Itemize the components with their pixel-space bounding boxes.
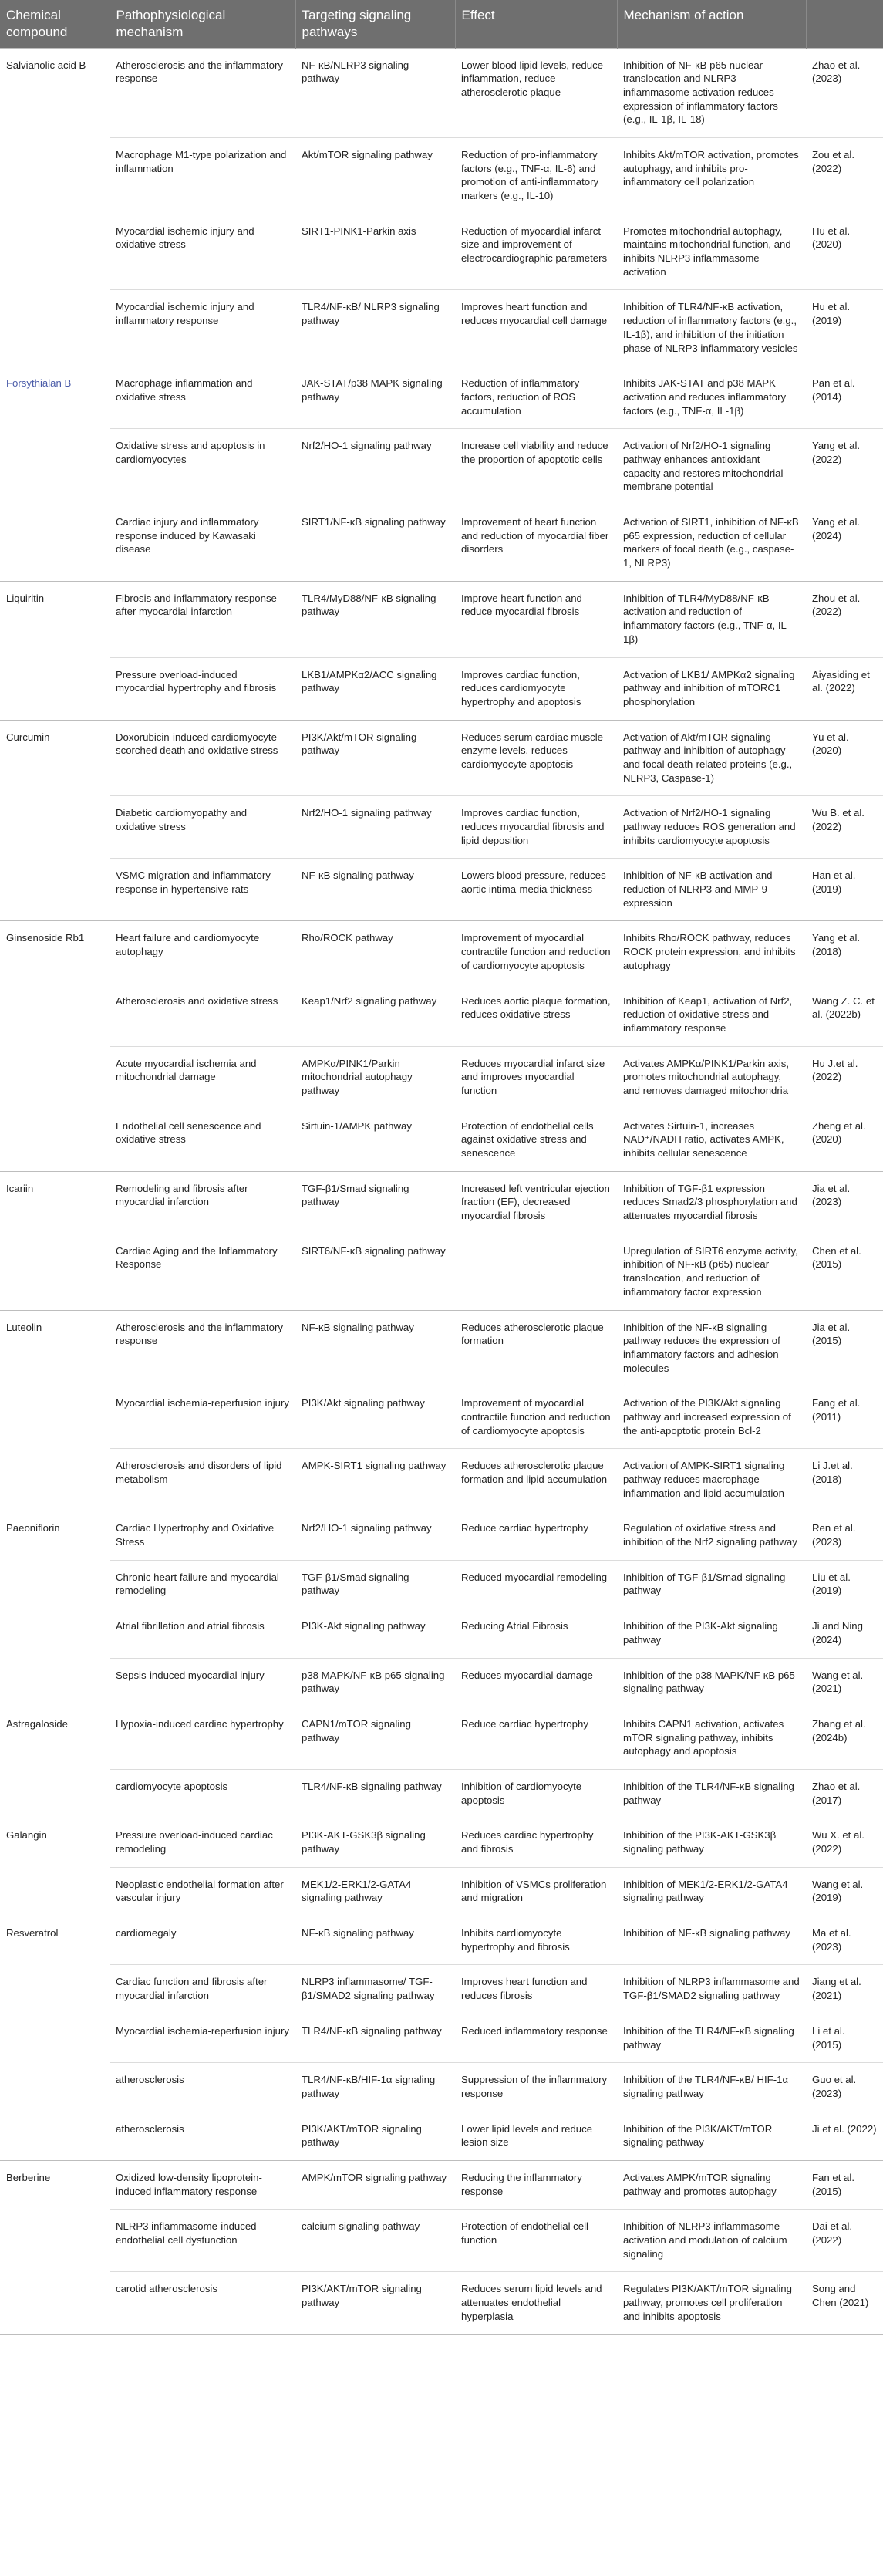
cell-mechanism-of-action: Activation of Nrf2/HO-1 signaling pathway enhances antioxidant capacity and restores mitochondrial membrane potential (617, 429, 806, 505)
cell-signaling-pathway: p38 MAPK/NF-κB p65 signaling pathway (295, 1658, 455, 1707)
cell-mechanism-of-action: Inhibition of Keap1, activation of Nrf2, reduction of oxidative stress and inflammatory response (617, 984, 806, 1046)
cell-signaling-pathway: TLR4/NF-κB signaling pathway (295, 2014, 455, 2062)
header-mechanism-of-action: Mechanism of action (617, 0, 806, 48)
compound-name[interactable]: Forsythialan B (0, 366, 110, 582)
cell-signaling-pathway: JAK-STAT/p38 MAPK signaling pathway (295, 366, 455, 429)
cell-reference: Wu X. et al. (2022) (806, 1818, 883, 1867)
cell-reference: Wang et al. (2019) (806, 1867, 883, 1916)
cell-mechanism-of-action: Inhibition of TLR4/NF-κB activation, reduction of inflammatory factors (e.g., IL-1β), and inhibition of the initiation phase of NLRP3 inflammatory vesicles (617, 290, 806, 366)
cell-signaling-pathway: Rho/ROCK pathway (295, 921, 455, 984)
cell-effect: Reduction of inflammatory factors, reduction of ROS accumulation (455, 366, 617, 429)
cell-reference: Jia et al. (2023) (806, 1171, 883, 1234)
cell-pathophysiological-mechanism: VSMC migration and inflammatory response in hypertensive rats (110, 859, 295, 921)
cell-mechanism-of-action: Inhibition of TGF-β1 expression reduces Smad2/3 phosphorylation and attenuates myocardial fibrosis (617, 1171, 806, 1234)
table-row (0, 2063, 883, 2112)
cell-mechanism-of-action: Inhibition of MEK1/2-ERK1/2-GATA4 signaling pathway (617, 1867, 806, 1916)
compound-name: Icariin (0, 1171, 110, 1310)
cell-signaling-pathway: PI3K/Akt signaling pathway (295, 1386, 455, 1449)
cell-pathophysiological-mechanism: Sepsis-induced myocardial injury (110, 1658, 295, 1707)
cell-reference: Jiang et al. (2021) (806, 1965, 883, 2014)
cell-pathophysiological-mechanism: cardiomyocyte apoptosis (110, 1769, 295, 1818)
cell-mechanism-of-action: Inhibition of the PI3K-AKT-GSK3β signaling pathway (617, 1818, 806, 1867)
cell-pathophysiological-mechanism: Chronic heart failure and myocardial remodeling (110, 1560, 295, 1609)
table-row (0, 2272, 883, 2335)
cell-pathophysiological-mechanism: Atherosclerosis and disorders of lipid metabolism (110, 1449, 295, 1511)
table-row (0, 366, 883, 429)
cell-mechanism-of-action: Inhibition of NLRP3 inflammasome activation and modulation of calcium signaling (617, 2210, 806, 2272)
cell-pathophysiological-mechanism: Fibrosis and inflammatory response after myocardial infarction (110, 581, 295, 657)
cell-pathophysiological-mechanism: cardiomegaly (110, 1916, 295, 1965)
cell-mechanism-of-action: Inhibition of the p38 MAPK/NF-κB p65 signaling pathway (617, 1658, 806, 1707)
cell-signaling-pathway: TLR4/NF-κB signaling pathway (295, 1769, 455, 1818)
cell-reference: Yang et al. (2022) (806, 429, 883, 505)
cell-reference: Chen et al. (2015) (806, 1234, 883, 1310)
cell-mechanism-of-action: Inhibition of TLR4/MyD88/NF-κB activation and reduction of inflammatory factors (e.g., TNF-α, IL-1β) (617, 581, 806, 657)
cell-pathophysiological-mechanism: atherosclerosis (110, 2063, 295, 2112)
cell-pathophysiological-mechanism: atherosclerosis (110, 2112, 295, 2160)
cell-pathophysiological-mechanism: Doxorubicin-induced cardiomyocyte scorched death and oxidative stress (110, 720, 295, 796)
cell-mechanism-of-action: Inhibition of the PI3K-Akt signaling pathway (617, 1609, 806, 1658)
cell-mechanism-of-action: Activation of Akt/mTOR signaling pathway and inhibition of autophagy and focal death-related proteins (e.g., NLRP3, Caspase-1) (617, 720, 806, 796)
cell-pathophysiological-mechanism: Neoplastic endothelial formation after vascular injury (110, 1867, 295, 1916)
cell-signaling-pathway: Akt/mTOR signaling pathway (295, 137, 455, 214)
table-row (0, 137, 883, 214)
cell-effect: Reduction of pro-inflammatory factors (e.g., TNF-α, IL-6) and promotion of anti-inflammatory markers (e.g., IL-10) (455, 137, 617, 214)
table-row (0, 720, 883, 796)
cell-mechanism-of-action: Inhibition of the NF-κB signaling pathway reduces the expression of inflammatory factors and adhesion molecules (617, 1310, 806, 1386)
table-row (0, 2112, 883, 2160)
cell-pathophysiological-mechanism: Diabetic cardiomyopathy and oxidative stress (110, 796, 295, 859)
table-row (0, 2210, 883, 2272)
cell-reference: Li J.et al. (2018) (806, 1449, 883, 1511)
header-chemical-compound: Chemical compound (0, 0, 110, 48)
cell-signaling-pathway: Nrf2/HO-1 signaling pathway (295, 796, 455, 859)
cell-mechanism-of-action: Activation of the PI3K/Akt signaling pathway and increased expression of the anti-apoptotic protein Bcl-2 (617, 1386, 806, 1449)
cell-signaling-pathway: TGF-β1/Smad signaling pathway (295, 1171, 455, 1234)
cell-pathophysiological-mechanism: Pressure overload-induced cardiac remodeling (110, 1818, 295, 1867)
cell-pathophysiological-mechanism: Endothelial cell senescence and oxidative stress (110, 1109, 295, 1171)
table-row (0, 921, 883, 984)
cell-signaling-pathway: MEK1/2-ERK1/2-GATA4 signaling pathway (295, 1867, 455, 1916)
cell-mechanism-of-action: Promotes mitochondrial autophagy, maintains mitochondrial function, and inhibits NLRP3 inflammasome activation (617, 214, 806, 290)
cell-pathophysiological-mechanism: Heart failure and cardiomyocyte autophagy (110, 921, 295, 984)
cell-signaling-pathway: Nrf2/HO-1 signaling pathway (295, 429, 455, 505)
table-row (0, 1310, 883, 1386)
table-row (0, 290, 883, 366)
table-row (0, 429, 883, 505)
cell-signaling-pathway: NLRP3 inflammasome/ TGF-β1/SMAD2 signaling pathway (295, 1965, 455, 2014)
table-row (0, 1609, 883, 1658)
cell-pathophysiological-mechanism: Remodeling and fibrosis after myocardial infarction (110, 1171, 295, 1234)
cell-signaling-pathway: LKB1/AMPKα2/ACC signaling pathway (295, 657, 455, 720)
table-row (0, 1386, 883, 1449)
cell-reference: Fan et al. (2015) (806, 2160, 883, 2209)
cell-signaling-pathway: PI3K/Akt/mTOR signaling pathway (295, 720, 455, 796)
cell-effect: Reducing Atrial Fibrosis (455, 1609, 617, 1658)
table-row (0, 2160, 883, 2209)
table-row (0, 1511, 883, 1560)
cell-reference: Ren et al. (2023) (806, 1511, 883, 1560)
cell-mechanism-of-action: Activates AMPK/mTOR signaling pathway and promotes autophagy (617, 2160, 806, 2209)
cell-pathophysiological-mechanism: Atherosclerosis and the inflammatory response (110, 1310, 295, 1386)
cell-effect: Protection of endothelial cell function (455, 2210, 617, 2272)
cell-reference: Wang Z. C. et al. (2022b) (806, 984, 883, 1046)
cell-mechanism-of-action: Inhibits CAPN1 activation, activates mTOR signaling pathway, inhibits autophagy and apoptosis (617, 1707, 806, 1769)
cell-signaling-pathway: SIRT1/NF-κB signaling pathway (295, 505, 455, 582)
cell-reference: Hu J.et al. (2022) (806, 1046, 883, 1109)
cell-pathophysiological-mechanism: carotid atherosclerosis (110, 2272, 295, 2335)
cell-reference: Song and Chen (2021) (806, 2272, 883, 2335)
cell-effect: Reduces myocardial infarct size and improves myocardial function (455, 1046, 617, 1109)
table-row (0, 859, 883, 921)
cell-effect: Reduces serum lipid levels and attenuates endothelial hyperplasia (455, 2272, 617, 2335)
table-row (0, 581, 883, 657)
cell-mechanism-of-action: Activation of AMPK-SIRT1 signaling pathway reduces macrophage inflammation and lipid accumulation (617, 1449, 806, 1511)
table-row (0, 1867, 883, 1916)
table-body (0, 48, 883, 2335)
cell-pathophysiological-mechanism: Atherosclerosis and the inflammatory response (110, 48, 295, 137)
cell-pathophysiological-mechanism: Cardiac Aging and the Inflammatory Response (110, 1234, 295, 1310)
cell-effect: Reduction of myocardial infarct size and improvement of electrocardiographic parameters (455, 214, 617, 290)
cell-signaling-pathway: SIRT1-PINK1-Parkin axis (295, 214, 455, 290)
cell-reference: Zheng et al. (2020) (806, 1109, 883, 1171)
cell-effect: Reduce cardiac hypertrophy (455, 1707, 617, 1769)
cell-effect: Improves cardiac function, reduces cardiomyocyte hypertrophy and apoptosis (455, 657, 617, 720)
cell-mechanism-of-action: Inhibition of NLRP3 inflammasome and TGF-β1/SMAD2 signaling pathway (617, 1965, 806, 2014)
cell-effect: Suppression of the inflammatory response (455, 2063, 617, 2112)
cell-reference: Jia et al. (2015) (806, 1310, 883, 1386)
compound-name: Ginsenoside Rb1 (0, 921, 110, 1171)
cell-signaling-pathway: NF-κB signaling pathway (295, 859, 455, 921)
cell-effect: Improvement of myocardial contractile function and reduction of cardiomyocyte apoptosis (455, 1386, 617, 1449)
cell-reference: Guo et al. (2023) (806, 2063, 883, 2112)
cell-effect: Reducing the inflammatory response (455, 2160, 617, 2209)
table-row (0, 1234, 883, 1310)
table-row (0, 2014, 883, 2062)
cell-mechanism-of-action: Activation of LKB1/ AMPKα2 signaling pathway and inhibition of mTORC1 phosphorylation (617, 657, 806, 720)
table-row (0, 1560, 883, 1609)
cell-mechanism-of-action: Regulation of oxidative stress and inhibition of the Nrf2 signaling pathway (617, 1511, 806, 1560)
cell-effect: Protection of endothelial cells against oxidative stress and senescence (455, 1109, 617, 1171)
header-effect: Effect (455, 0, 617, 48)
cell-reference: Wu B. et al. (2022) (806, 796, 883, 859)
header-pathophysiological-mechanism: Pathophysiological mechanism (110, 0, 295, 48)
cell-mechanism-of-action: Inhibition of NF-κB p65 nuclear translocation and NLRP3 inflammasome activation reduces expression of inflammatory factors (e.g., IL-1β, IL-18) (617, 48, 806, 137)
cell-reference: Yu et al. (2020) (806, 720, 883, 796)
cell-pathophysiological-mechanism: Cardiac function and fibrosis after myocardial infarction (110, 1965, 295, 2014)
compound-name: Salvianolic acid B (0, 48, 110, 366)
cell-reference: Hu et al. (2020) (806, 214, 883, 290)
cell-reference: Ma et al. (2023) (806, 1916, 883, 1965)
cell-signaling-pathway: Sirtuin-1/AMPK pathway (295, 1109, 455, 1171)
cell-effect: Improves cardiac function, reduces myocardial fibrosis and lipid deposition (455, 796, 617, 859)
cell-pathophysiological-mechanism: Myocardial ischemic injury and inflammatory response (110, 290, 295, 366)
cell-pathophysiological-mechanism: Cardiac Hypertrophy and Oxidative Stress (110, 1511, 295, 1560)
cell-mechanism-of-action: Regulates PI3K/AKT/mTOR signaling pathway, promotes cell proliferation and inhibits apoptosis (617, 2272, 806, 2335)
cell-mechanism-of-action: Inhibition of TGF-β1/Smad signaling pathway (617, 1560, 806, 1609)
table-row (0, 796, 883, 859)
cell-signaling-pathway: TLR4/MyD88/NF-κB signaling pathway (295, 581, 455, 657)
cell-effect: Increased left ventricular ejection fraction (EF), decreased myocardial fibrosis (455, 1171, 617, 1234)
cell-effect: Reduces atherosclerotic plaque formation (455, 1310, 617, 1386)
cell-mechanism-of-action: Inhibition of the TLR4/NF-κB signaling pathway (617, 1769, 806, 1818)
cell-mechanism-of-action: Inhibits Akt/mTOR activation, promotes autophagy, and inhibits pro-inflammatory cell polarization (617, 137, 806, 214)
cell-signaling-pathway: PI3K-AKT-GSK3β signaling pathway (295, 1818, 455, 1867)
cell-effect: Improvement of heart function and reduction of myocardial fiber disorders (455, 505, 617, 582)
cell-effect: Improves heart function and reduces fibrosis (455, 1965, 617, 2014)
cell-reference: Zhou et al. (2022) (806, 581, 883, 657)
cell-signaling-pathway: TLR4/NF-κB/HIF-1α signaling pathway (295, 2063, 455, 2112)
cell-effect: Reduces myocardial damage (455, 1658, 617, 1707)
cell-mechanism-of-action: Activates Sirtuin-1, increases NAD⁺/NADH ratio, activates AMPK, inhibits cellular senescence (617, 1109, 806, 1171)
cell-effect: Increase cell viability and reduce the proportion of apoptotic cells (455, 429, 617, 505)
compound-name: Resveratrol (0, 1916, 110, 2161)
cell-effect: Reduces aortic plaque formation, reduces oxidative stress (455, 984, 617, 1046)
cell-pathophysiological-mechanism: NLRP3 inflammasome-induced endothelial cell dysfunction (110, 2210, 295, 2272)
cell-effect: Reduced myocardial remodeling (455, 1560, 617, 1609)
cell-mechanism-of-action: Inhibits Rho/ROCK pathway, reduces ROCK protein expression, and inhibits autophagy (617, 921, 806, 984)
cell-reference: Zhao et al. (2017) (806, 1769, 883, 1818)
cell-pathophysiological-mechanism: Macrophage inflammation and oxidative stress (110, 366, 295, 429)
cell-effect: Inhibition of VSMCs proliferation and migration (455, 1867, 617, 1916)
cell-effect: Inhibits cardiomyocyte hypertrophy and fibrosis (455, 1916, 617, 1965)
cell-signaling-pathway: AMPK-SIRT1 signaling pathway (295, 1449, 455, 1511)
cell-reference: Hu et al. (2019) (806, 290, 883, 366)
cell-mechanism-of-action: Inhibition of the TLR4/NF-κB signaling pathway (617, 2014, 806, 2062)
table-row (0, 214, 883, 290)
cell-mechanism-of-action: Upregulation of SIRT6 enzyme activity, inhibition of NF-κB (p65) nuclear translocation, and reduction of inflammatory factor expression (617, 1234, 806, 1310)
cell-reference: Ji et al. (2022) (806, 2112, 883, 2160)
cell-reference: Aiyasiding et al. (2022) (806, 657, 883, 720)
compound-name: Curcumin (0, 720, 110, 921)
cell-reference: Zou et al. (2022) (806, 137, 883, 214)
table-row (0, 657, 883, 720)
cell-signaling-pathway: PI3K-Akt signaling pathway (295, 1609, 455, 1658)
cell-mechanism-of-action: Inhibition of the TLR4/NF-κB/ HIF-1α signaling pathway (617, 2063, 806, 2112)
cell-reference: Han et al. (2019) (806, 859, 883, 921)
table-row (0, 1109, 883, 1171)
cell-mechanism-of-action: Inhibits JAK-STAT and p38 MAPK activation and reduces inflammatory factors (e.g., TNF-α, IL-1β) (617, 366, 806, 429)
table-row (0, 1769, 883, 1818)
cell-pathophysiological-mechanism: Myocardial ischemia-reperfusion injury (110, 2014, 295, 2062)
table-row (0, 48, 883, 137)
cell-effect: Reduces serum cardiac muscle enzyme levels, reduces cardiomyocyte apoptosis (455, 720, 617, 796)
table-row (0, 1449, 883, 1511)
cell-effect: Inhibition of cardiomyocyte apoptosis (455, 1769, 617, 1818)
cell-signaling-pathway: Nrf2/HO-1 signaling pathway (295, 1511, 455, 1560)
cell-pathophysiological-mechanism: Myocardial ischemic injury and oxidative stress (110, 214, 295, 290)
cell-pathophysiological-mechanism: Hypoxia-induced cardiac hypertrophy (110, 1707, 295, 1769)
cell-signaling-pathway: TLR4/NF-κB/ NLRP3 signaling pathway (295, 290, 455, 366)
cell-pathophysiological-mechanism: Oxidized low-density lipoprotein-induced inflammatory response (110, 2160, 295, 2209)
cell-reference: Liu et al. (2019) (806, 1560, 883, 1609)
compound-name: Luteolin (0, 1310, 110, 1511)
cell-reference: Fang et al. (2011) (806, 1386, 883, 1449)
table-row (0, 984, 883, 1046)
cell-reference: Dai et al. (2022) (806, 2210, 883, 2272)
cell-effect: Lower lipid levels and reduce lesion size (455, 2112, 617, 2160)
table-row (0, 1707, 883, 1769)
cell-mechanism-of-action: Inhibition of NF-κB signaling pathway (617, 1916, 806, 1965)
cell-mechanism-of-action: Inhibition of NF-κB activation and reduction of NLRP3 and MMP-9 expression (617, 859, 806, 921)
compound-name: Galangin (0, 1818, 110, 1916)
cell-pathophysiological-mechanism: Myocardial ischemia-reperfusion injury (110, 1386, 295, 1449)
table-row (0, 1046, 883, 1109)
cell-effect: Lowers blood pressure, reduces aortic intima-media thickness (455, 859, 617, 921)
cell-effect: Reduce cardiac hypertrophy (455, 1511, 617, 1560)
cell-effect: Improve heart function and reduce myocardial fibrosis (455, 581, 617, 657)
cell-effect: Reduces atherosclerotic plaque formation and lipid accumulation (455, 1449, 617, 1511)
compound-name: Berberine (0, 2160, 110, 2335)
cell-effect (455, 1234, 617, 1310)
cell-pathophysiological-mechanism: Atherosclerosis and oxidative stress (110, 984, 295, 1046)
cell-reference: Li et al. (2015) (806, 2014, 883, 2062)
cell-signaling-pathway: AMPKα/PINK1/Parkin mitochondrial autophagy pathway (295, 1046, 455, 1109)
cell-reference: Wang et al. (2021) (806, 1658, 883, 1707)
cell-effect: Lower blood lipid levels, reduce inflammation, reduce atherosclerotic plaque (455, 48, 617, 137)
cell-signaling-pathway: NF-κB/NLRP3 signaling pathway (295, 48, 455, 137)
table-header-row (0, 0, 883, 48)
cell-reference: Ji and Ning (2024) (806, 1609, 883, 1658)
header-targeting-signaling-pathways: Targeting signaling pathways (295, 0, 455, 48)
cell-effect: Reduced inflammatory response (455, 2014, 617, 2062)
cell-signaling-pathway: SIRT6/NF-κB signaling pathway (295, 1234, 455, 1310)
table-row (0, 1916, 883, 1965)
cell-pathophysiological-mechanism: Pressure overload-induced myocardial hypertrophy and fibrosis (110, 657, 295, 720)
compound-name: Liquiritin (0, 581, 110, 720)
table-row (0, 1965, 883, 2014)
cell-reference: Zhang et al. (2024b) (806, 1707, 883, 1769)
cell-effect: Reduces cardiac hypertrophy and fibrosis (455, 1818, 617, 1867)
table-row (0, 1171, 883, 1234)
cell-effect: Improvement of myocardial contractile function and reduction of cardiomyocyte apoptosis (455, 921, 617, 984)
cell-pathophysiological-mechanism: Atrial fibrillation and atrial fibrosis (110, 1609, 295, 1658)
cell-signaling-pathway: NF-κB signaling pathway (295, 1310, 455, 1386)
compound-name: Paeoniflorin (0, 1511, 110, 1707)
cell-pathophysiological-mechanism: Cardiac injury and inflammatory response induced by Kawasaki disease (110, 505, 295, 582)
cell-signaling-pathway: PI3K/AKT/mTOR signaling pathway (295, 2272, 455, 2335)
cell-pathophysiological-mechanism: Macrophage M1-type polarization and inflammation (110, 137, 295, 214)
cell-mechanism-of-action: Inhibition of the PI3K/AKT/mTOR signaling pathway (617, 2112, 806, 2160)
cell-pathophysiological-mechanism: Oxidative stress and apoptosis in cardiomyocytes (110, 429, 295, 505)
cell-signaling-pathway: Keap1/Nrf2 signaling pathway (295, 984, 455, 1046)
cell-reference: Pan et al. (2014) (806, 366, 883, 429)
table-row (0, 505, 883, 582)
table-row (0, 1818, 883, 1867)
compound-name: Astragaloside (0, 1707, 110, 1818)
cell-mechanism-of-action: Activates AMPKα/PINK1/Parkin axis, promotes mitochondrial autophagy, and removes damaged mitochondria (617, 1046, 806, 1109)
cell-reference: Zhao et al. (2023) (806, 48, 883, 137)
cell-pathophysiological-mechanism: Acute myocardial ischemia and mitochondrial damage (110, 1046, 295, 1109)
cell-mechanism-of-action: Activation of Nrf2/HO-1 signaling pathway reduces ROS generation and inhibits cardiomyocyte apoptosis (617, 796, 806, 859)
cell-signaling-pathway: NF-κB signaling pathway (295, 1916, 455, 1965)
cell-mechanism-of-action: Activation of SIRT1, inhibition of NF-κB p65 expression, reduction of cellular markers of focal death (e.g., caspase-1, NLRP3) (617, 505, 806, 582)
cell-reference: Yang et al. (2018) (806, 921, 883, 984)
cell-signaling-pathway: calcium signaling pathway (295, 2210, 455, 2272)
cell-reference: Yang et al. (2024) (806, 505, 883, 582)
cell-signaling-pathway: PI3K/AKT/mTOR signaling pathway (295, 2112, 455, 2160)
table-row (0, 1658, 883, 1707)
cell-signaling-pathway: TGF-β1/Smad signaling pathway (295, 1560, 455, 1609)
header-reference (806, 0, 883, 48)
cell-signaling-pathway: CAPN1/mTOR signaling pathway (295, 1707, 455, 1769)
cell-effect: Improves heart function and reduces myocardial cell damage (455, 290, 617, 366)
cell-signaling-pathway: AMPK/mTOR signaling pathway (295, 2160, 455, 2209)
